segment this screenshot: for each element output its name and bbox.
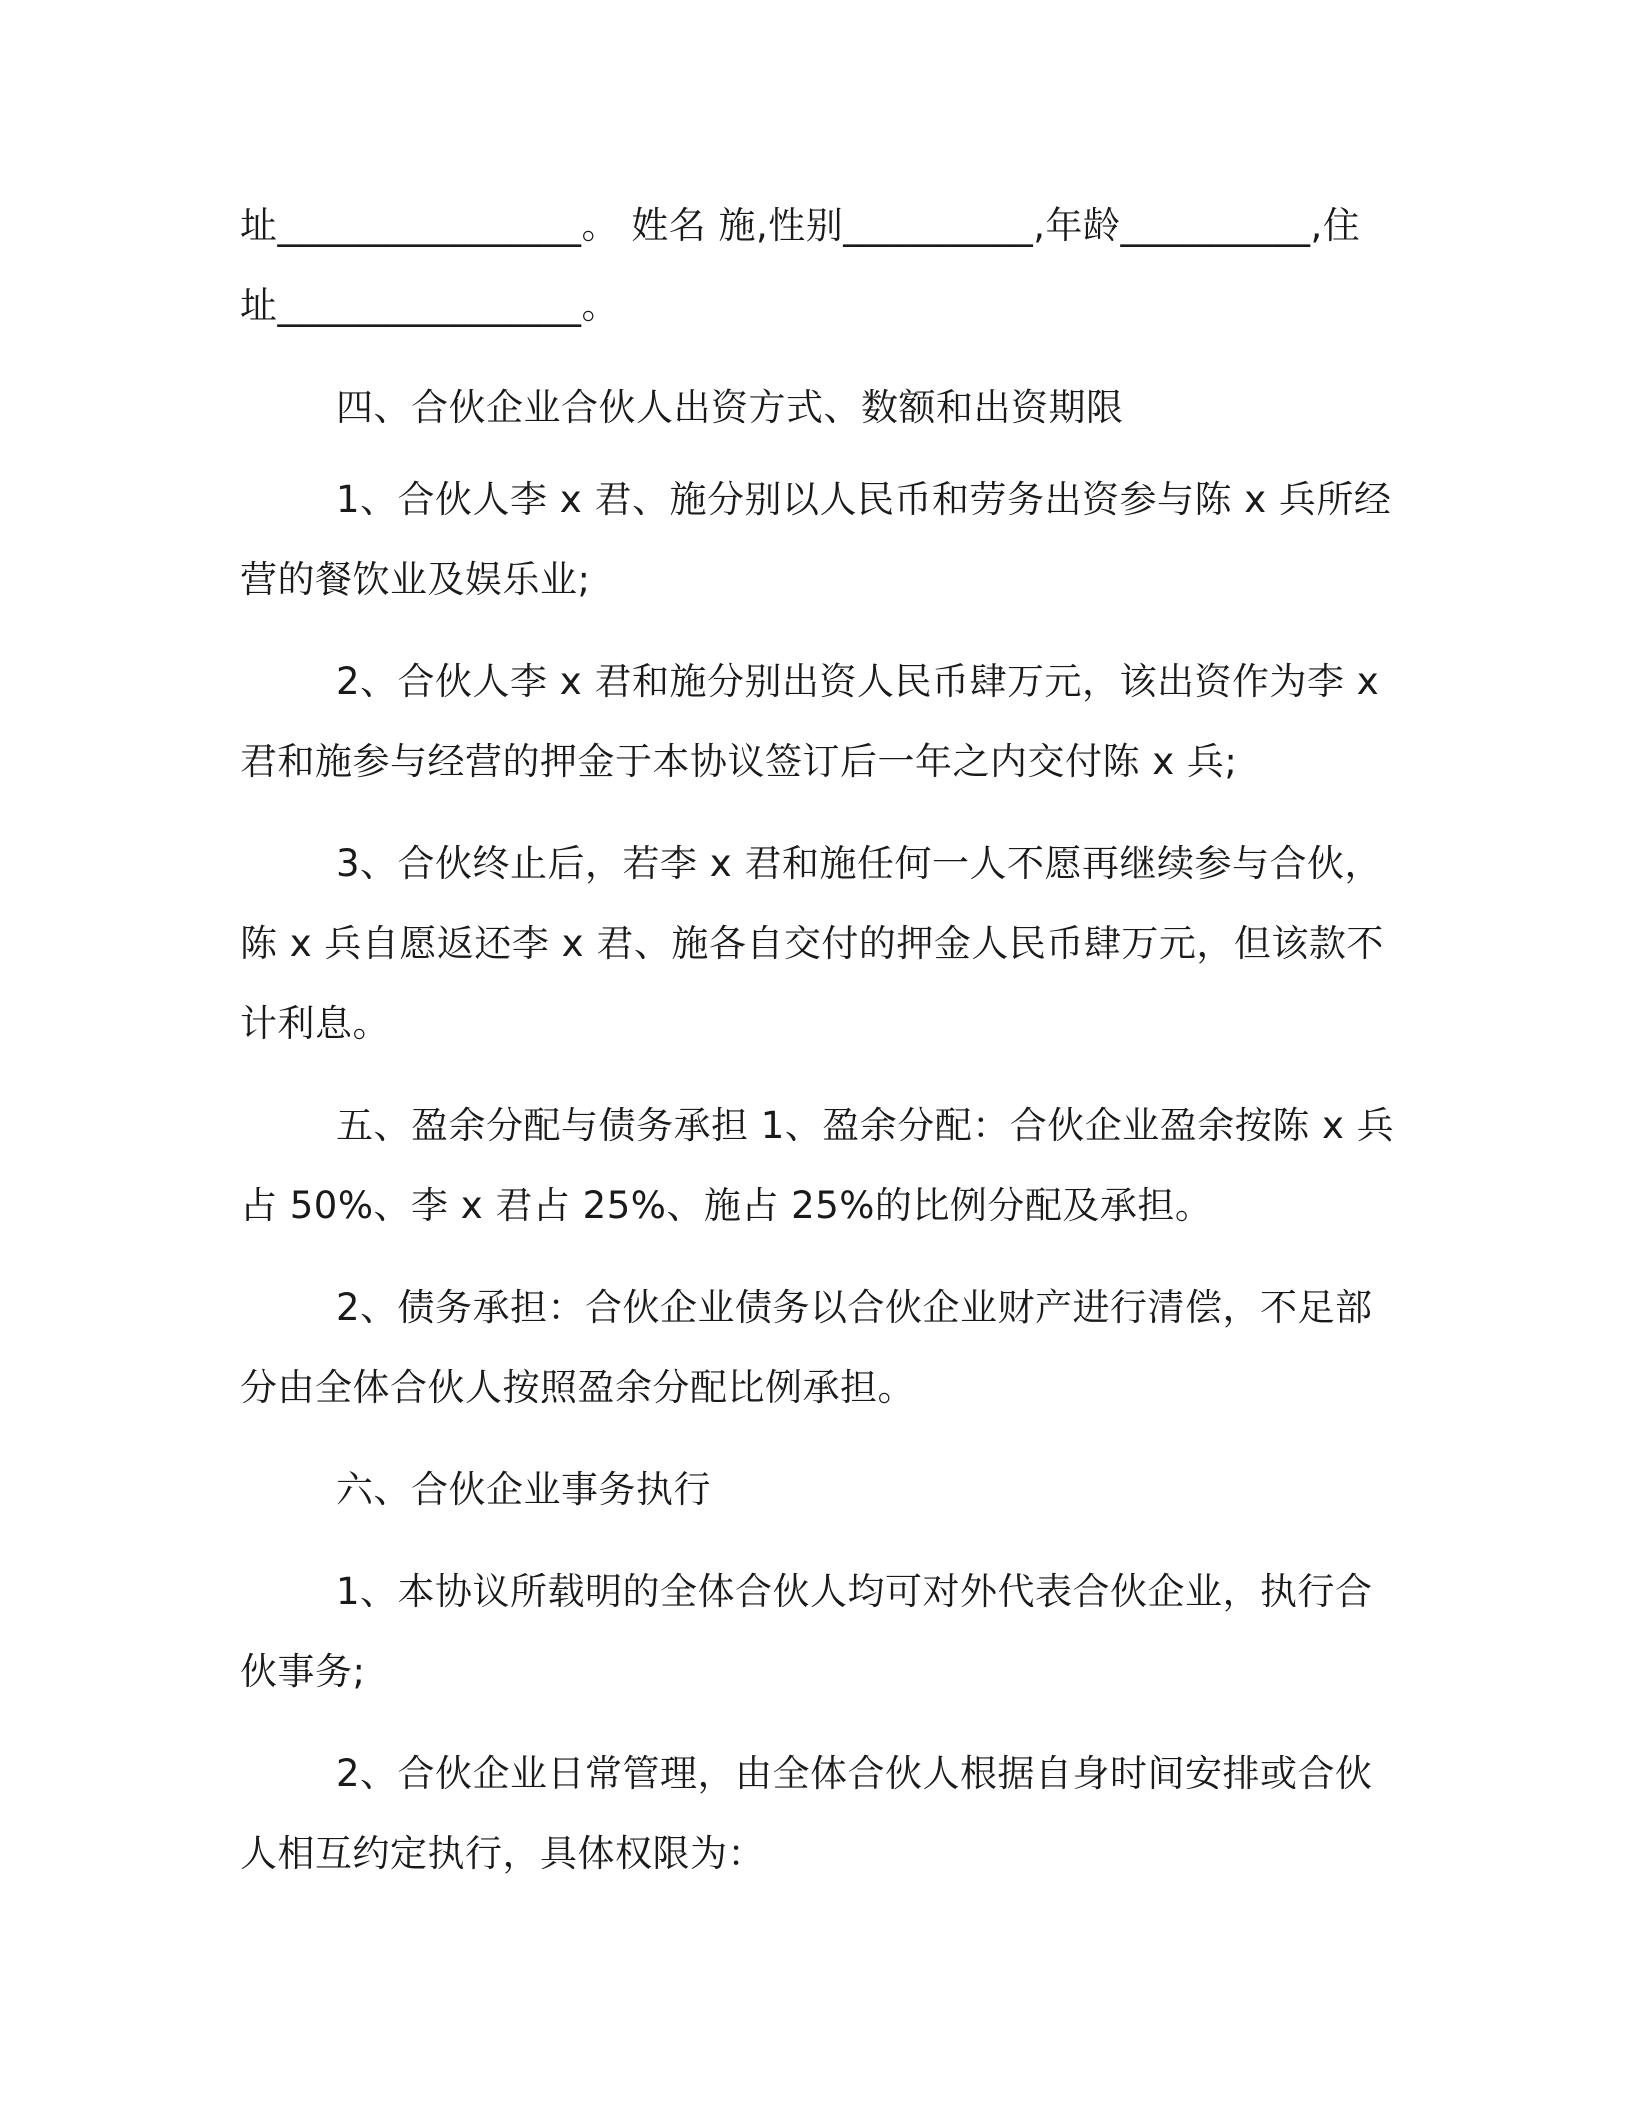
- text-line: 2、合伙人李 x 君和施分别出资人民币肆万元，该出资作为李 x: [336, 660, 1380, 703]
- text-line: 营的餐饮业及娱乐业;: [240, 558, 591, 601]
- text-line: 占 50%、李 x 君占 25%、施占 25%的比例分配及承担。: [240, 1184, 1213, 1227]
- text-line: 1、合伙人李 x 君、施分别以人民币和劳务出资参与陈 x 兵所经: [336, 478, 1392, 521]
- paragraph-gap: [240, 1530, 1380, 1552]
- paragraph-gap: [240, 802, 1380, 824]
- text-line: 计利息。: [240, 1002, 390, 1045]
- section-heading: 五、盈余分配与债务承担 1、盈余分配：合伙企业盈余按陈 x 兵: [336, 1104, 1395, 1147]
- paragraph-gap: [240, 346, 1380, 368]
- paragraph-gap: [240, 448, 1380, 460]
- text-line: 3、合伙终止后，若李 x 君和施任何一人不愿再继续参与合伙，: [336, 842, 1382, 885]
- text-line: 君和施参与经营的押金于本协议签订后一年之内交付陈 x 兵;: [240, 740, 1238, 783]
- section-heading: 四、合伙企业合伙人出资方式、数额和出资期限: [336, 386, 1124, 429]
- document-body: [240, 186, 1395, 1894]
- text-line: 分由全体合伙人按照盈余分配比例承担。: [240, 1366, 915, 1409]
- paragraph-gap: [240, 1712, 1380, 1734]
- text-line: 2、合伙企业日常管理，由全体合伙人根据自身时间安排或合伙: [336, 1752, 1373, 1795]
- section-heading: 六、合伙企业事务执行: [336, 1468, 711, 1511]
- paragraph-gap: [240, 1064, 1380, 1086]
- text-line: 人相互约定执行，具体权限为：: [240, 1832, 765, 1875]
- text-line: 2、债务承担：合伙企业债务以合伙企业财产进行清偿，不足部: [336, 1286, 1373, 1329]
- paragraph-gap: [240, 1428, 1380, 1450]
- text-line: 址________________。: [240, 284, 619, 327]
- text-line: 址________________。 姓名 施,性别__________,年龄__________,住: [240, 204, 1361, 247]
- text-line: 伙事务;: [240, 1650, 366, 1693]
- text-line: 1、本协议所载明的全体合伙人均可对外代表合伙企业，执行合: [336, 1570, 1373, 1613]
- text-line: 陈 x 兵自愿返还李 x 君、施各自交付的押金人民币肆万元，但该款不: [240, 922, 1384, 965]
- paragraph-gap: [240, 1246, 1380, 1268]
- paragraph-gap: [240, 620, 1380, 642]
